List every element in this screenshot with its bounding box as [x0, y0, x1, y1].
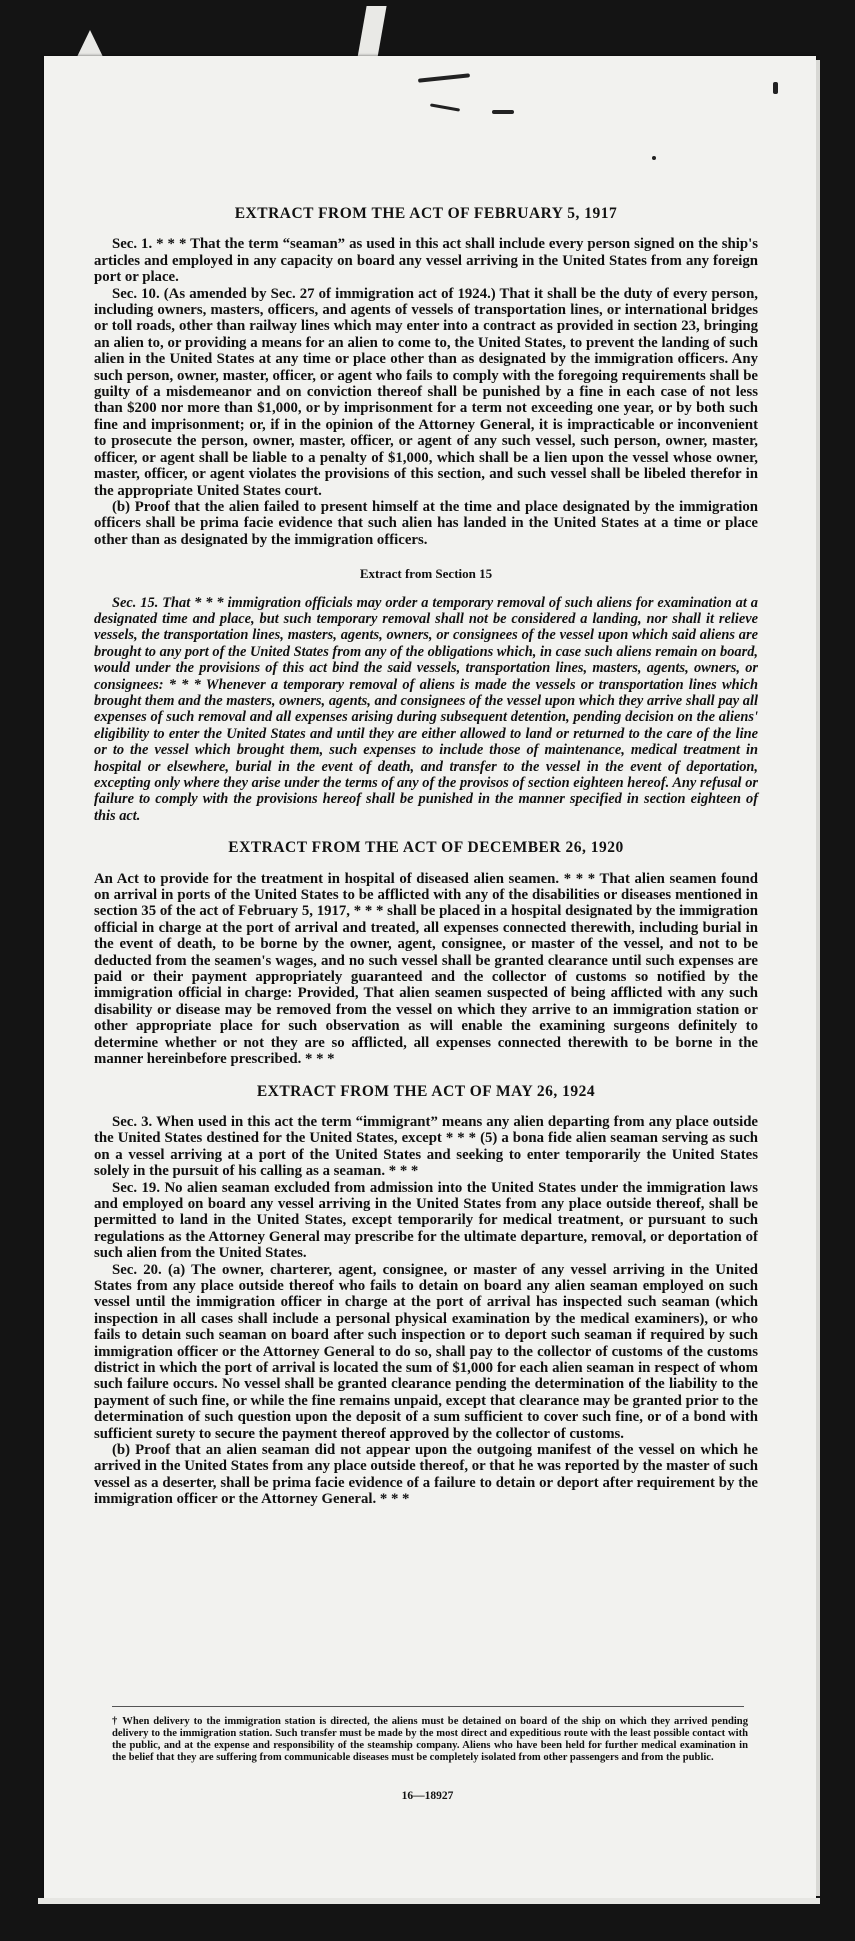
ink-dot	[652, 156, 656, 160]
paragraph: Sec. 19. No alien seaman excluded from admission into the United States under the immigration laws and employed on board any vessel arriving in the United States from any place outside thereof, shall be permitted to land in the United States, except temporarily for medical treatment, or pursuant to such regulations as the Attorney General may prescribe for the ultimate departure, removal, or deportation of such alien from the United States.	[94, 1179, 758, 1262]
paragraph: (b) Proof that the alien failed to present himself at the time and place designated by the immigration officers shall be prima facie evidence that such alien has landed in the United States at a time or place other than as designated by the immigration officers.	[94, 498, 758, 548]
heading-act-1917: EXTRACT FROM THE ACT OF FEBRUARY 5, 1917	[234, 205, 618, 222]
document-body	[94, 200, 758, 1810]
heading-section-15: Extract from Section 15	[359, 566, 493, 582]
paragraph: Sec. 20. (a) The owner, charterer, agent, consignee, or master of any vessel arriving in the United States from any place outside thereof who fails to detain on board any alien seaman employed on such vessel until the immigration officer in charge at the port of arrival has inspected such seaman (which inspection in all cases shall include a personal physical examination by the medical examiners), or who fails to detain such seaman on board after such inspection or to deport such seaman if required by such immigration officer or the Attorney General to do so, shall pay to the collector of customs of the customs district in which the port of arrival is located the sum of $1,000 for each alien seaman in respect of whom such failure occurs. No vessel shall be granted clearance pending the determination of the liability to the payment of such fine, or while the fine remains unpaid, except that clearance may be granted prior to the determination of such question upon the deposit of a sum sufficient to cover such fine, or of a bond with sufficient surety to secure the payment thereof approved by the collector of customs.	[94, 1261, 758, 1442]
paragraph: Sec. 15. That * * * immigration officials may order a temporary removal of such aliens for examination at a designated time and place, but such temporary removal shall not be considered a landing, nor shall it relieve vessels, the transportation lines, masters, agents, owners, or consignees of the vessel upon which said aliens are brought to any port of the United States from any of the obligations which, in case such aliens remain on board, would under the provisions of this act bind the said vessels, transportation lines, masters, agents, owners, or consignees: * * * Whenever a temporary removal of aliens is made the vessels or transportation lines which brought them and the masters, owners, agents, and consignees of the vessel upon which they arrive shall pay all expenses of such removal and all expenses arising during subsequent detention, pending decision on the aliens' eligibility to enter the United States and until they are either allowed to land or returned to the care of the line or to the vessel which brought them, such expenses to include those of maintenance, medical treatment in hospital or elsewhere, burial in the event of death, and transfer to the vessel in the event of deportation, excepting only where they arise under the terms of any of the provisos of section eighteen hereof. Any refusal or failure to comply with the provisions hereof shall be punished in the manner specified in section eighteen of this act.	[94, 594, 758, 824]
paragraph: (b) Proof that an alien seaman did not appear upon the outgoing manifest of the vessel on which he arrived in the United States from any place outside thereof, or that he was reported by the master of such vessel as a deserter, shall be prima facie evidence of a failure to detain or deport after requirement by the immigration officer or the Attorney General. * * *	[94, 1442, 758, 1508]
footnote-divider	[112, 1706, 744, 1707]
sheet-edge	[816, 60, 820, 1896]
paragraph: Sec. 3. When used in this act the term “immigrant” means any alien departing from any place outside the United States destined for the United States, except * * * (5) a bona fide alien seaman serving as such on a vessel arriving at a port of the United States and seeking to enter temporarily the United States solely in the pursuit of his calling as a seaman. * * *	[94, 1113, 758, 1180]
paper-tab-middle	[357, 6, 386, 58]
heading-act-1924: EXTRACT FROM THE ACT OF MAY 26, 1924	[256, 1082, 596, 1100]
paragraph: Sec. 1. * * * That the term “seaman” as used in this act shall include every person signed on the ship's articles and employed in any capacity on board any vessel arriving in the United States from any foreign port or place.	[94, 236, 758, 286]
ink-mark	[492, 110, 514, 114]
paragraph: An Act to provide for the treatment in hospital of diseased alien seamen. * * * That alien seamen found on arrival in ports of the United States to be afflicted with any of the disabilities or diseases mentioned in section 35 of the act of February 5, 1917, * * * shall be placed in a hospital designated by the immigration official in charge at the port of arrival and treated, all expenses connected therewith, including burial in the event of death, to be borne by the owner, agent, consignee, or master of the vessel, and not to be deducted from the seamen's wages, and no such vessel shall be granted clearance until such expenses are paid or their payment appropriately guaranteed and the collector of customs so notified by the immigration official in charge: Provided, That alien seamen suspected of being afflicted with any such disability or disease may be removed from the vessel on which they arrive to an immigration station or other appropriate place for such observation as will enable the examining surgeons definitely to determine whether or not they are so afflicted, all expenses connected therewith to be borne in the manner hereinbefore prescribed. * * *	[94, 870, 758, 1068]
paragraph: Sec. 10. (As amended by Sec. 27 of immigration act of 1924.) That it shall be the duty of every person, including owners, masters, officers, and agents of vessels of transportation lines, or international bridges or toll roads, other than railway lines which may enter into a contract as provided in section 23, bringing an alien to, or providing a means for an alien to come to, the United States, to prevent the landing of such alien in the United States at any time or place other than as designated by the immigration officers. Any such person, owner, master, officer, or agent who fails to comply with the foregoing requirements shall be guilty of a misdemeanor and on conviction thereof shall be punished by a fine in each case of not less than $200 nor more than $1,000, or by imprisonment for a term not exceeding one year, or by both such fine and imprisonment; or, if in the opinion of the Attorney General, it is impracticable or inconvenient to prosecute the person, owner, master, officer, or agent of any such vessel, such person, owner, master, officer, or agent shall be liable to a penalty of $1,000, which shall be a lien upon the vessel whose owner, master, officer, or agent violates the provisions of this section, and such vessel shall be libeled therefor in the appropriate United States court.	[94, 285, 758, 499]
page-identifier: 16—18927	[401, 1790, 454, 1802]
heading-act-1920: EXTRACT FROM THE ACT OF DECEMBER 26, 1920	[228, 839, 624, 857]
sheet-bottom-edge	[38, 1898, 820, 1904]
ink-dot	[773, 82, 778, 94]
footnote: † When delivery to the immigration station is directed, the aliens must be detained on board of the ship on which they arrived pending delivery to the immigration station. Such transfer must be made by the most direct and expeditious route with the least possible contact with the public, and at the expense and responsibility of the steamship company. Aliens who have been held for further medical examination in the belief that they are suffering from communicable diseases must be completely isolated from other passengers and from the public.	[112, 1716, 748, 1763]
